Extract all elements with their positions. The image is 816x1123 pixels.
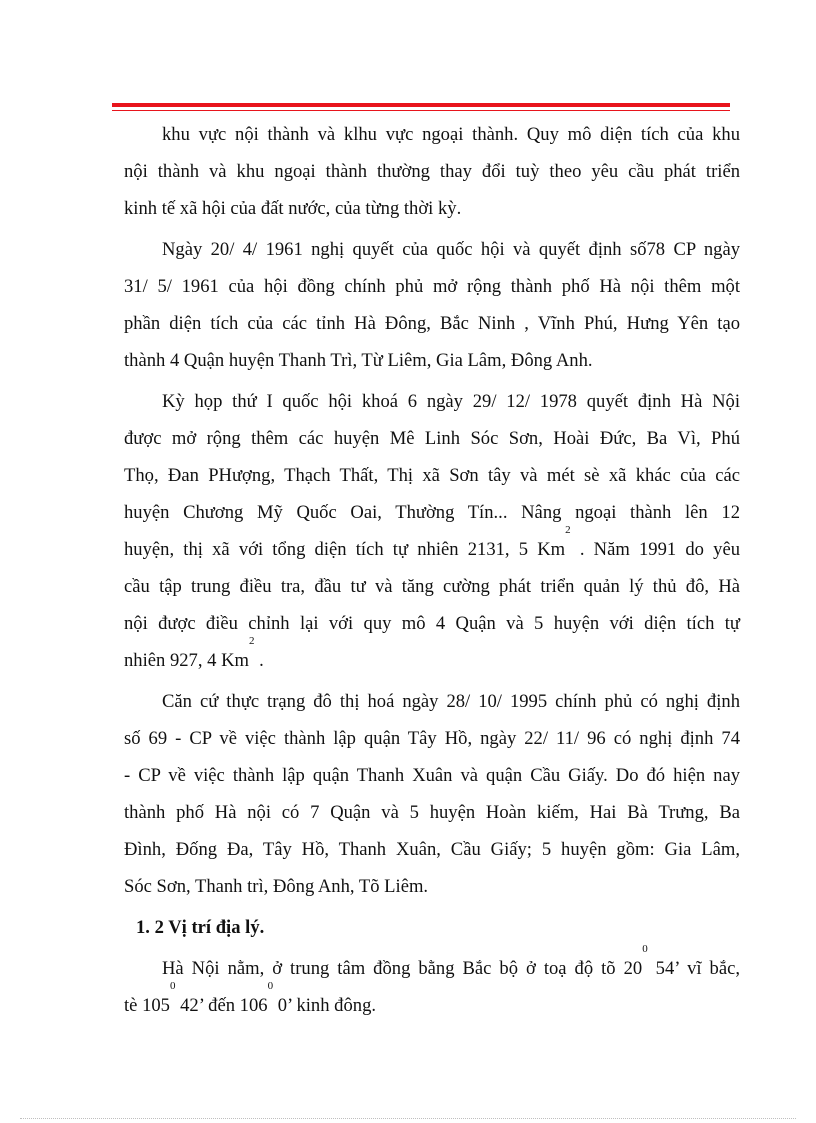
- paragraph-5: [124, 943, 740, 1024]
- text-line: nội được điều chỉnh lại với quy mô 4 Quận và 5 huyện với diện tích tự: [124, 613, 740, 635]
- text-line: thành 4 Quận huyện Thanh Trì, Từ Liêm, Gia Lâm, Đông Anh.: [124, 350, 593, 372]
- text-line: được mở rộng thêm các huyện Mê Linh Sóc Sơn, Hoài Đức, Ba Vì, Phú: [124, 427, 740, 449]
- superscript: 0: [169, 980, 176, 993]
- text-line: thành phố Hà nội có 7 Quận và 5 huyện Hoàn kiếm, Hai Bà Trưng, Ba: [124, 802, 740, 824]
- text-run: .: [254, 650, 264, 672]
- header-rule-thick: [112, 103, 730, 107]
- text-line: [124, 635, 740, 679]
- text-line: Kỳ họp thứ I quốc hội khoá 6 ngày 29/ 12/ 1978 quyết định Hà Nội: [162, 390, 740, 412]
- text-line: Đình, Đống Đa, Tây Hồ, Thanh Xuân, Cầu Giấy; 5 huyện gồm: Gia Lâm,: [124, 839, 740, 861]
- superscript: 0: [267, 980, 274, 993]
- text-run: 54’ vĩ bắc,: [647, 958, 740, 980]
- footer-divider: [20, 1118, 796, 1119]
- text-line: Sóc Sơn, Thanh trì, Đông Anh, Tõ Liêm.: [124, 876, 429, 898]
- text-run: tè 105: [124, 995, 170, 1017]
- text-line: khu vực nội thành và klhu vực ngoại thành. Quy mô diện tích của khu: [162, 124, 740, 145]
- paragraph-3: [124, 383, 740, 680]
- superscript: 2: [565, 524, 571, 537]
- header-rule-thin: [112, 110, 730, 111]
- text-line: 31/ 5/ 1961 của hội đồng chính phủ mở rộng thành phố Hà nội thêm một: [124, 275, 740, 297]
- text-line: [124, 524, 740, 568]
- text-run: 0’ kinh đông.: [273, 995, 377, 1017]
- text-line: [124, 980, 740, 1024]
- text-line: phần diện tích của các tỉnh Hà Đông, Bắc Ninh , Vĩnh Phú, Hưng Yên tạo: [124, 312, 740, 334]
- text-run: 42’ đến 106: [175, 995, 268, 1017]
- superscript: 0: [642, 943, 648, 956]
- paragraph-1: [124, 116, 740, 227]
- text-line: [124, 943, 740, 987]
- text-line: Thọ, Đan PHượng, Thạch Thất, Thị xã Sơn tây và mét sè xã khác của các: [124, 464, 740, 486]
- text-run: . Năm 1991 do yêu: [570, 539, 740, 561]
- text-run: huyện, thị xã với tổng diện tích tự nhiên 2131, 5 Km: [124, 539, 566, 561]
- text-line: Ngày 20/ 4/ 1961 nghị quyết của quốc hội và quyết định số78 CP ngày: [162, 238, 740, 260]
- text-line: kinh tế xã hội của đất nước, của từng thời kỳ.: [124, 198, 462, 220]
- paragraph-2: [124, 231, 740, 379]
- text-line: nội thành và khu ngoại thành thường thay đổi tuỳ theo yêu cầu phát triển: [124, 161, 740, 183]
- text-line: cầu tập trung điều tra, đầu tư và tăng cường phát triển quản lý thủ đô, Hà: [124, 576, 740, 598]
- superscript: 2: [248, 635, 255, 648]
- text-line: huyện Chương Mỹ Quốc Oai, Thường Tín... Nâng ngoại thành lên 12: [124, 501, 740, 523]
- section-heading: 1. 2 Vị trí địa lý.: [136, 916, 265, 938]
- text-line: Căn cứ thực trạng đô thị hoá ngày 28/ 10/ 1995 chính phủ có nghị định: [162, 690, 740, 712]
- document-body: [124, 116, 740, 1028]
- text-run: nhiên 927, 4 Km: [124, 650, 249, 672]
- text-run: Hà Nội nằm, ở trung tâm đồng bằng Bắc bộ ở toạ độ tõ 20: [162, 958, 643, 980]
- text-line: - CP về việc thành lập quận Thanh Xuân và quận Cầu Giấy. Do đó hiện nay: [124, 765, 740, 787]
- paragraph-4: [124, 683, 740, 906]
- text-line: số 69 - CP về việc thành lập quận Tây Hồ, ngày 22/ 11/ 96 có nghị định 74: [124, 728, 740, 749]
